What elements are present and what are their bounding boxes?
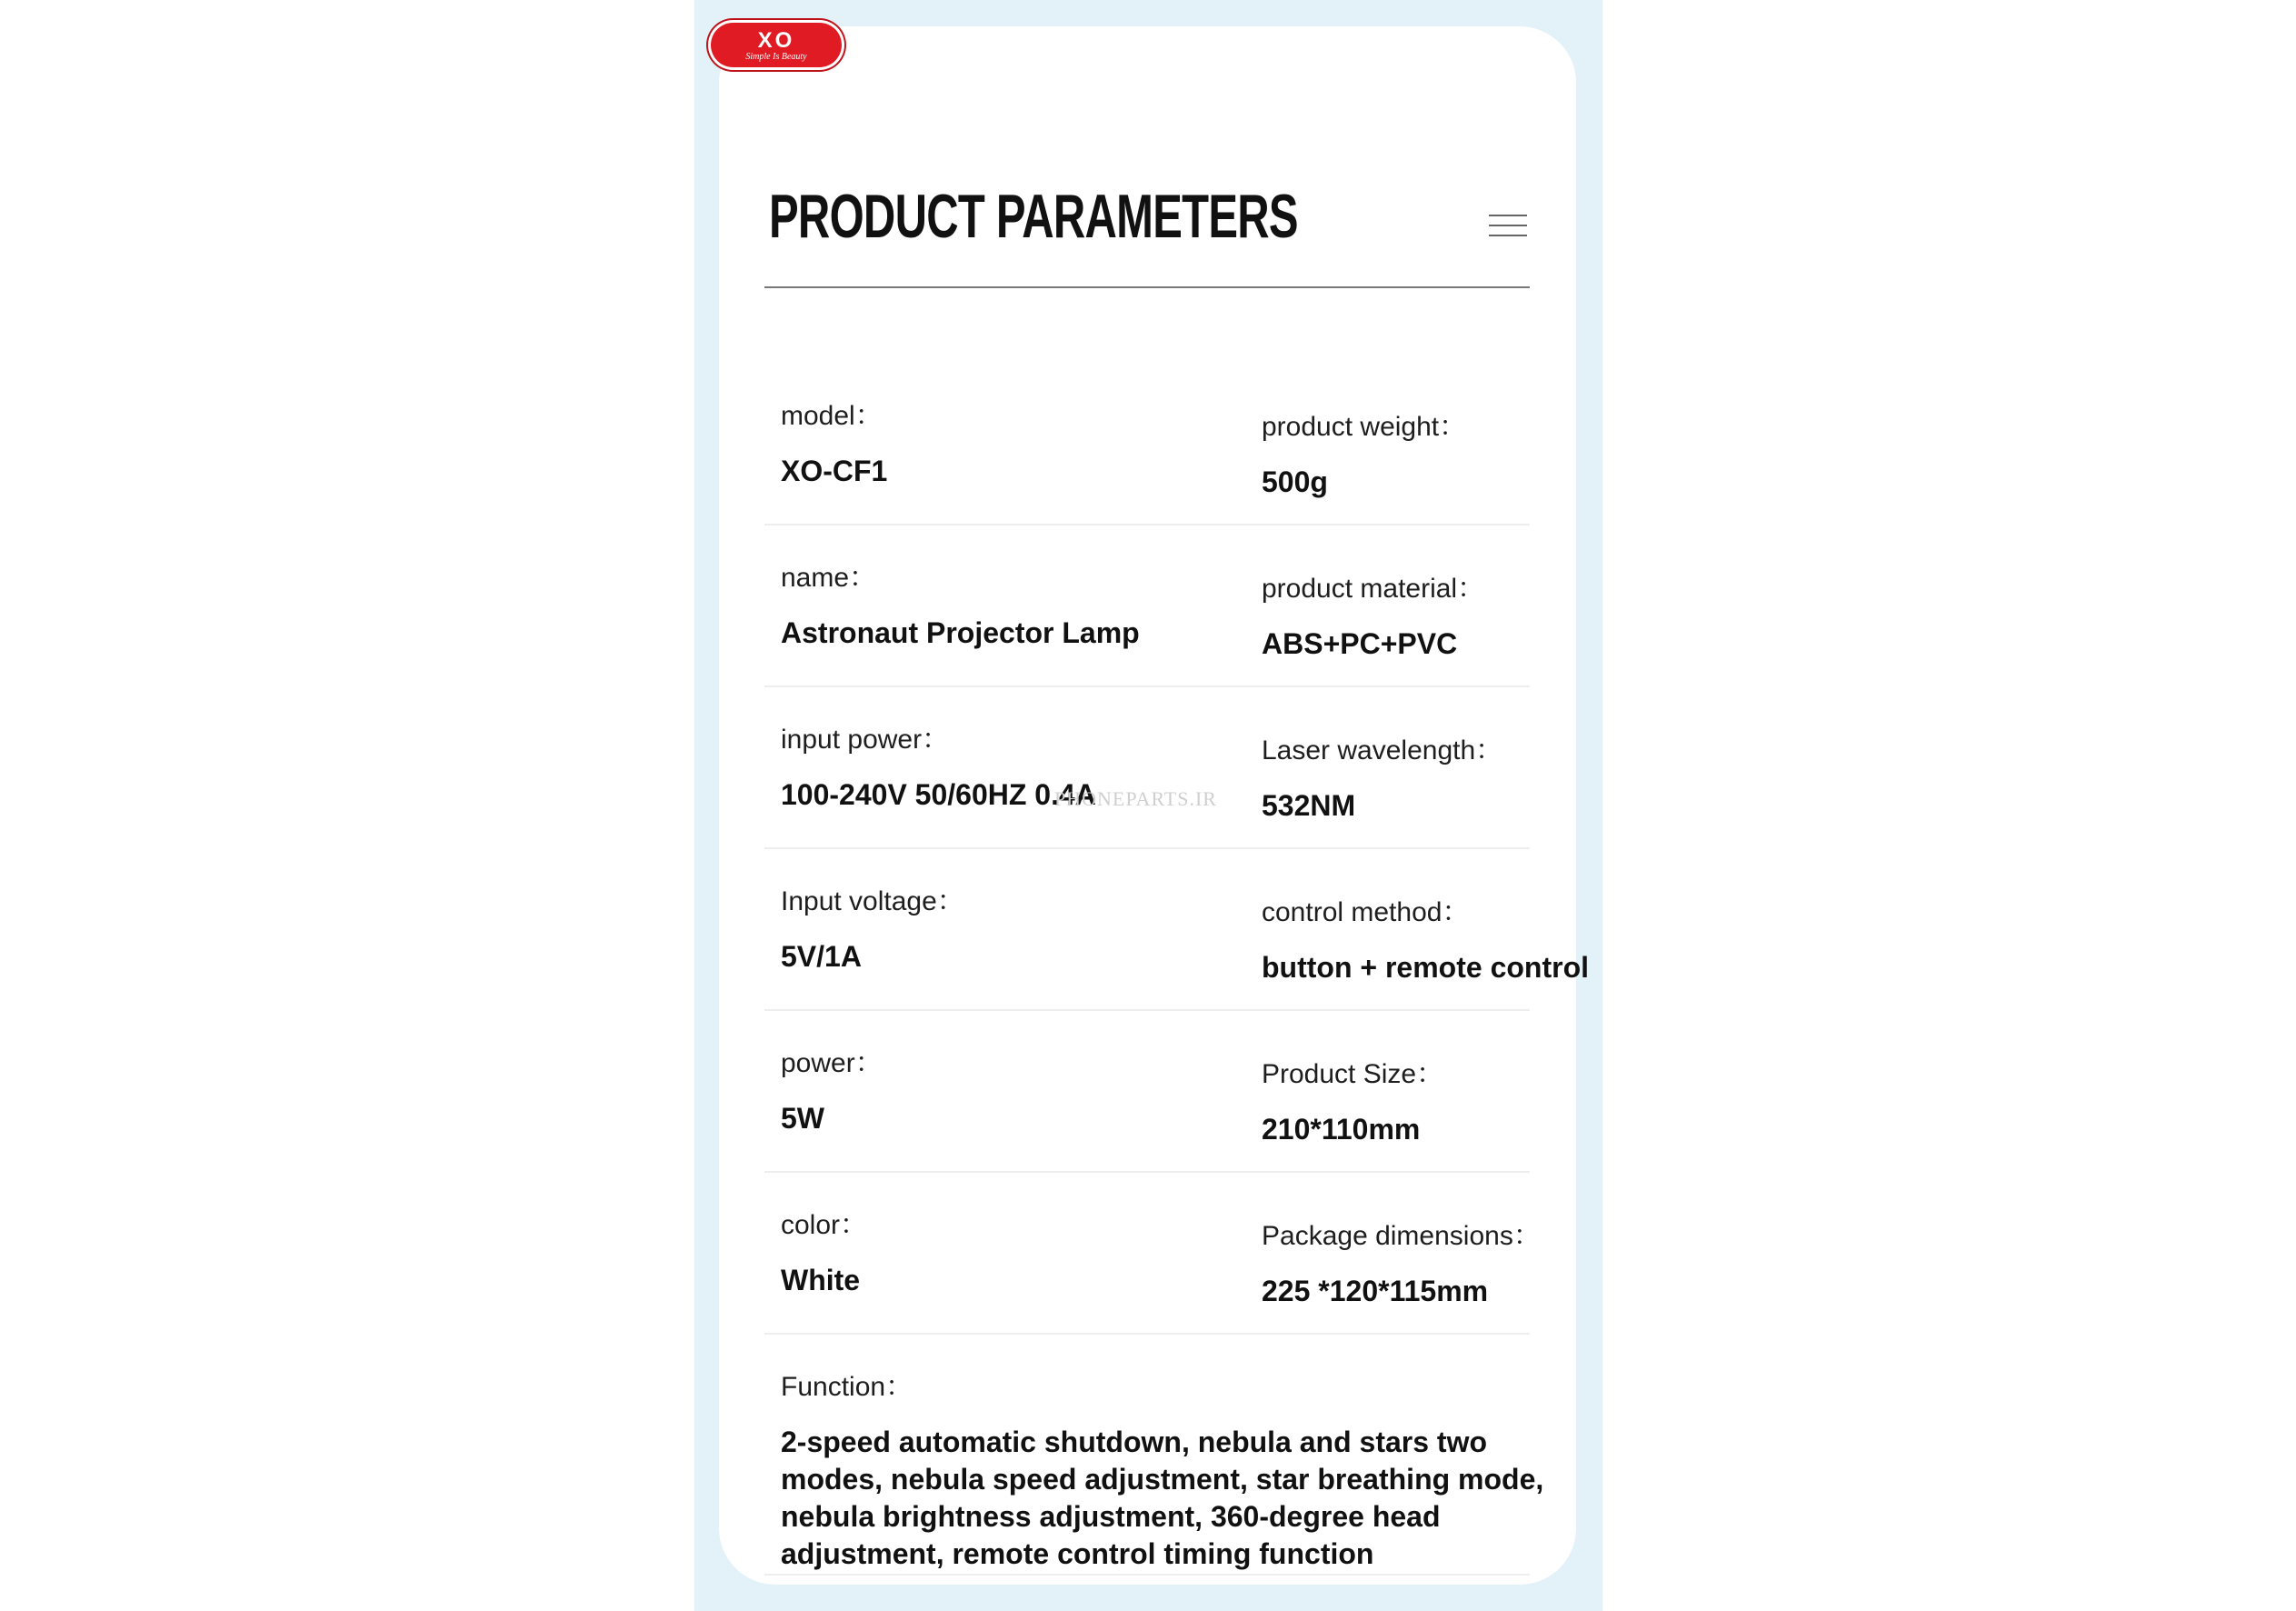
parameter-value: Astronaut Projector Lamp	[781, 616, 1140, 649]
parameter-row	[764, 364, 1530, 525]
parameter-cell	[781, 724, 1096, 813]
parameter-row	[764, 1011, 1530, 1173]
parameter-value: ABS+PC+PVC	[1262, 627, 1458, 660]
parameter-value: button + remote control	[1262, 951, 1589, 984]
watermark: PHONEPARTS.IR	[1054, 787, 1217, 810]
parameter-value: 225 *120*115mm	[1262, 1275, 1489, 1307]
parameter-value: 5W	[781, 1102, 824, 1135]
parameter-label: product material：	[1262, 574, 1485, 604]
parameter-label: input power：	[781, 725, 950, 755]
page-title: PRODUCT PARAMETERS	[769, 182, 1298, 251]
hamburger-menu-icon[interactable]	[1489, 215, 1527, 240]
parameter-value: 532NM	[1262, 789, 1356, 822]
menu-line	[1489, 235, 1527, 236]
parameter-cell	[781, 400, 887, 489]
parameter-label: model：	[781, 401, 883, 431]
parameter-cell	[781, 1047, 883, 1136]
parameter-cell	[781, 562, 1140, 651]
parameter-cell	[781, 1209, 867, 1298]
parameter-list	[764, 364, 1589, 1576]
parameter-label: Laser wavelength：	[1262, 735, 1503, 765]
parameter-cell	[781, 886, 964, 975]
menu-line	[1489, 215, 1527, 216]
parameter-cell	[1262, 573, 1484, 662]
parameter-label: color：	[781, 1210, 868, 1240]
menu-line	[1489, 225, 1527, 226]
parameter-label: control method：	[1262, 897, 1470, 927]
function-cell	[781, 1371, 1590, 1573]
title-divider	[764, 286, 1530, 288]
parameter-row	[764, 849, 1589, 1011]
parameter-cell	[1262, 896, 1589, 986]
parameter-row	[764, 525, 1530, 687]
parameter-value: 100-240V 50/60HZ 0.4A	[781, 778, 1096, 811]
parameter-value: 210*110mm	[1262, 1113, 1421, 1146]
parameter-value: White	[781, 1264, 861, 1296]
parameter-label: Package dimensions：	[1262, 1221, 1541, 1251]
parameter-cell	[1262, 735, 1502, 824]
parameter-label: Product Size：	[1262, 1059, 1444, 1089]
parameter-value: XO-CF1	[781, 455, 888, 487]
logo-mark: XO	[757, 27, 795, 53]
parameter-value: 500g	[1262, 465, 1328, 498]
parameter-label: name：	[781, 563, 877, 593]
function-value: 2-speed automatic shutdown, nebula and stars two modes, nebula speed adjustment, star breathing mode, nebula brightness adjustment, 360-degree head adjustment, remote control timing function	[781, 1426, 1544, 1570]
brand-logo[interactable]	[708, 20, 844, 70]
parameter-row	[764, 1173, 1541, 1335]
parameter-cell	[1262, 411, 1466, 500]
function-label: Function：	[781, 1372, 913, 1402]
function-row	[764, 1335, 1544, 1576]
parameter-row	[764, 687, 1530, 849]
parameter-value: 5V/1A	[781, 940, 862, 973]
logo-tagline: Simple Is Beauty	[745, 51, 807, 62]
parameter-label: product weight：	[1262, 412, 1467, 442]
parameter-label: Input voltage：	[781, 886, 964, 916]
parameter-cell	[1262, 1220, 1541, 1309]
parameter-cell	[1262, 1058, 1443, 1147]
parameter-label: power：	[781, 1048, 883, 1078]
